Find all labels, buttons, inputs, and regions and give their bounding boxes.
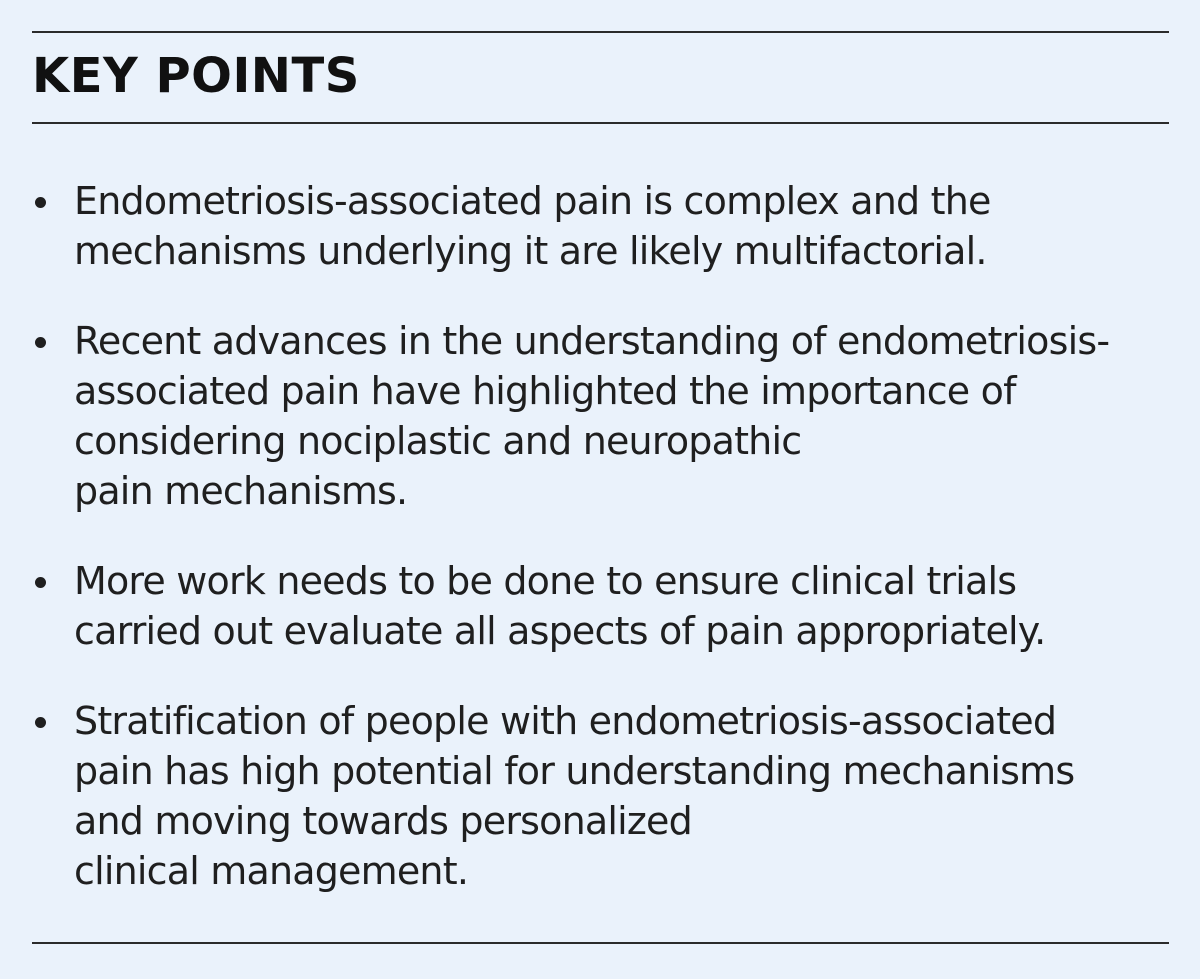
bottom-rule — [32, 942, 1169, 944]
bullet-icon — [35, 577, 46, 588]
top-rule — [32, 31, 1169, 33]
key-point-3 — [0, 556, 1109, 656]
key-point-1 — [0, 176, 1109, 276]
key-point-line: and moving towards personalized — [74, 799, 692, 843]
key-point-line: pain mechanisms. — [74, 469, 408, 513]
key-point-line: carried out evaluate all aspects of pain appropriately. — [74, 609, 1046, 653]
key-point-line: Endometriosis-associated pain is complex and the — [74, 179, 991, 223]
bullet-icon — [35, 337, 46, 348]
key-point-line: considering nociplastic and neuropathic — [74, 419, 802, 463]
key-point-line: Recent advances in the understanding of endometriosis- — [74, 319, 1110, 363]
key-point-4 — [0, 696, 1109, 896]
key-points-list — [0, 176, 1109, 896]
bullet-icon — [35, 197, 46, 208]
key-point-line: associated pain have highlighted the importance of — [74, 369, 1016, 413]
key-point-line: mechanisms underlying it are likely multifactorial. — [74, 229, 987, 273]
key-point-line: Stratification of people with endometriosis-associated — [74, 699, 1057, 743]
key-point-2 — [0, 316, 1109, 516]
heading-rule — [32, 122, 1169, 124]
key-point-line: clinical management. — [74, 849, 469, 893]
key-point-line: More work needs to be done to ensure clinical trials — [74, 559, 1017, 603]
bullet-icon — [35, 717, 46, 728]
key-point-line: pain has high potential for understanding mechanisms — [74, 749, 1075, 793]
key-points-heading: KEY POINTS — [32, 48, 360, 104]
